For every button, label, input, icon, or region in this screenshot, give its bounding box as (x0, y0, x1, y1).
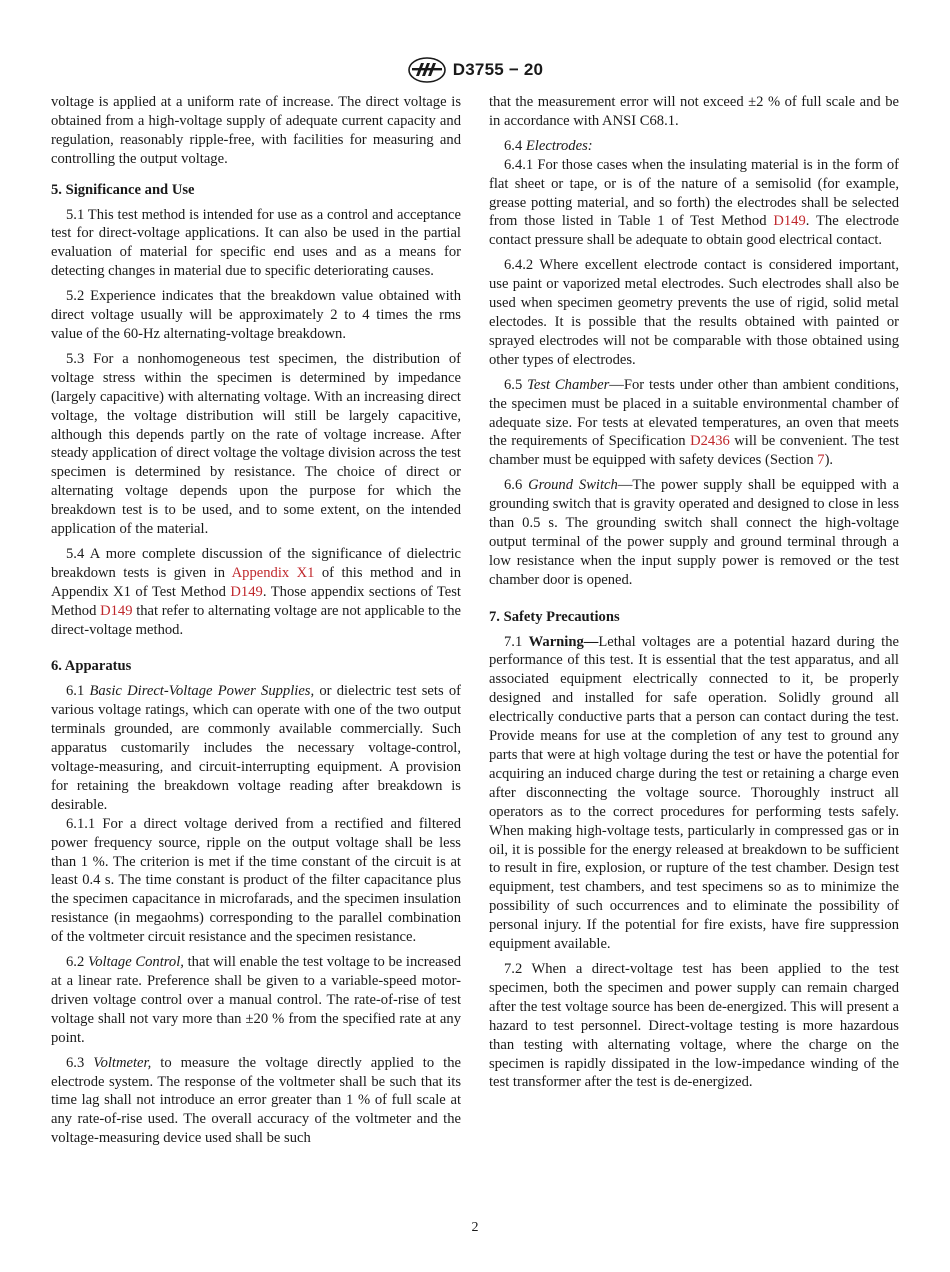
text-run: or dielectric test sets of various voltage ratings, which can operate with one of the two output terminals grounded, are commonly available commercially. Such apparatus customarily includes the necessary voltage-control, voltage-measuring, and circuit-interrupting equipment. A provision for retaining the breakdown voltage reading after breakdown is desirable. (51, 683, 462, 813)
paragraph-6-3 (51, 1054, 461, 1149)
link-d149[interactable]: D149 (230, 583, 263, 600)
paragraph-6-1 (51, 682, 461, 814)
page-number: 2 (471, 1220, 479, 1235)
link-d149[interactable]: D149 (773, 213, 806, 230)
term-italic: Electrodes: (525, 137, 593, 154)
paragraph-continued: voltage is applied at a uniform rate of increase. The direct voltage is obtained from a high-voltage supply of adequate current capacity and regulation, reasonably ripple-free, with facilities for measuring and controlling the output voltage. (51, 94, 461, 167)
text-run: . Those appendix sections of Test Method (51, 583, 461, 619)
page-header (0, 56, 950, 84)
left-column (51, 93, 461, 1154)
link-d2436[interactable]: D2436 (690, 433, 730, 450)
paragraph-6-6 (489, 476, 899, 589)
paragraph-6-4-1 (489, 156, 899, 251)
text-run: 5.4 A more complete discussion of the significance of dielectric breakdown tests is given in (51, 545, 461, 581)
paragraph-6-4-2: 6.4.2 Where excellent electrode contact is considered important, use paint or vaporized metal electrodes. Such electrodes shall also be used when specimen geometry prevents the use of rigid, solid metal electodes. It is possible that the results obtained with painted or sprayed electrodes will not be comparable with those obtained using other types of electrodes. (489, 257, 899, 368)
section-6-heading: 6. Apparatus (51, 658, 132, 675)
link-d149[interactable]: D149 (100, 602, 133, 619)
text-run: 6.3 (66, 1054, 94, 1071)
text-run: 6.4.1 For those cases when the insulating material is in the form of flat sheet or tape, or is of the nature of a semisolid (for example, grease potting material, and so forth) the electrodes shall be selected from those listed in Table 1 of Test Method (489, 156, 899, 230)
paragraph-5-1: 5.1 This test method is intended for use as a control and acceptance test for direct-voltage applications. It can also be used in the partial evaluation of material for specific end uses and as a means for detecting changes in material due to specific deteriorating causes. (51, 206, 461, 280)
paragraph-5-2: 5.2 Experience indicates that the breakdown value obtained with direct voltage usually will be approximately 2 to 4 times the rms value of the 60-Hz alternating-voltage breakdown. (51, 288, 461, 342)
section-5-heading: 5. Significance and Use (51, 181, 195, 198)
text-run: that refer to alternating voltage are not applicable to the direct-voltage method. (51, 602, 461, 638)
text-run: 6.5 (504, 376, 528, 393)
text-run: —For tests under other than ambient conditions, the specimen must be placed in a suitable environmental chamber of adequate size. For tests at elevated temperatures, an oven that meets the requirements of Specification (489, 376, 899, 450)
text-run: . The electrode contact pressure shall be adequate to obtain good electrical contact. (489, 213, 899, 249)
term-italic: Ground Switch (528, 477, 618, 494)
text-run: will be convenient. The test chamber must be equipped with safety devices (Section (489, 433, 899, 469)
paragraph-7-1 (489, 633, 899, 954)
paragraph-5-3: 5.3 For a nonhomogeneous test specimen, the distribution of voltage stress within the specimen is determined by impedance (largely capacitive) with alternating voltage. With an increasing direct voltage, the voltage distribution will still be largely capacitive, although this depends partly on the rate of voltage increase. After steady application of direct voltage the voltage division across the test specimen is determined by resistance. The choice of direct or alternating voltage depends upon the purpose for which the breakdown test is to be used, and to some extent, on the intended application of the material. (51, 350, 461, 538)
term-italic: Test Chamber (527, 376, 610, 393)
paragraph-6-1-1: 6.1.1 For a direct voltage derived from a rectified and filtered power frequency source, ripple on the output voltage shall be less than 1 %. The criterion is met if the time constant of the circuit is at least 0.4 s. The time constant is product of the filter capacitance plus the specimen capacitance in microfarads, and the specimen insulation resistance (in megaohms) corresponding to the parallel combination of the voltmeter circuit resistance and the specimen resistance. (51, 815, 461, 946)
paragraph-5-4 (51, 545, 461, 640)
term-italic: Voltage Control, (87, 954, 184, 971)
text-run: 6.1 (66, 683, 90, 700)
link-appendix-x1[interactable]: Appendix X1 (231, 564, 315, 581)
right-column (489, 93, 899, 1098)
text-run: 6.2 (66, 954, 88, 971)
warning-label: Warning— (528, 633, 599, 650)
text-run: ). (824, 452, 834, 469)
text-run: that will enable the test voltage to be increased at a linear rate. Preference shall be given to a variable-speed motor-driven voltage control over a manual control. The rate-of-rise of test voltage shall not vary more than ±20 % from the specified rate at any point. (51, 954, 462, 1046)
text-run: 7.1 (504, 633, 529, 650)
paragraph-6-5 (489, 376, 899, 471)
section-7-heading: 7. Safety Precautions (489, 608, 620, 625)
paragraph-6-4 (489, 137, 899, 156)
text-run: —The power supply shall be equipped with a grounding switch that is gravity operated and designed to close in less than 0.5 s. The grounding switch shall connect the high-voltage output terminal of the power supply and ground terminal through a low resistance when the input supply power is removed or the test chamber door is opened. (489, 477, 899, 588)
link-section-7[interactable]: 7 (817, 452, 825, 469)
text-run: Lethal voltages are a potential hazard during the performance of this test. It is essential that the test apparatus, and all associated equipment electrically connected to it, be properly designed and installed for safe operation. Solidly ground all electrically conductive parts that a person can contact during the test. Provide means for use at the completion of any test to ground any parts that were at high voltage during the test or have the potential for acquiring an induced charge during the test or retaining a charge even after disconnecting the voltage source. Thoroughly instruct all operators as to the correct procedures for performing tests safely. When making high-voltage tests, particularly in compressed gas or in oil, it is possible for the energy released at breakdown to be sufficient to result in fire, explosion, or rupture of the test chamber. Design test equipment, test chambers, and test specimens so as to minimize the possibility of such occurrences and to eliminate the possibility of personal injury. If the potential for fire exists, have fire suppression equipment available. (489, 633, 899, 953)
text-run: to measure the voltage directly applied to the electrode system. The response of the voltmeter shall be such that its time lag shall not introduce an error greater than 1 % of full scale at any rate-of-rise used. The overall accuracy of the voltmeter and the voltage-measuring device used shall be such (51, 1054, 461, 1147)
text-run: 6.6 (504, 477, 529, 494)
paragraph-6-2 (51, 953, 461, 1048)
paragraph-continued: that the measurement error will not exceed ±2 % of full scale and be in accordance with ANSI C68.1. (489, 94, 899, 129)
term-italic: Voltmeter, (93, 1054, 152, 1071)
term-italic: Basic Direct-Voltage Power Supplies, (89, 683, 315, 700)
astm-logo-icon (407, 57, 447, 83)
paragraph-7-2: 7.2 When a direct-voltage test has been applied to the test specimen, both the specimen and power supply can remain charged after the test voltage source has been de-energized. This will present a hazard to test personnel. Direct-voltage testing is more hazardous than testing with alternating voltage, where the charge on the specimen is rapidly dissipated in the low-impedance winding of the test transformer after the test is de-energized. (489, 960, 899, 1091)
standard-designation: D3755 − 20 (452, 60, 544, 79)
text-run: 6.4 (504, 137, 526, 154)
text-run: of this method and in Appendix X1 of Test Method (51, 564, 461, 600)
